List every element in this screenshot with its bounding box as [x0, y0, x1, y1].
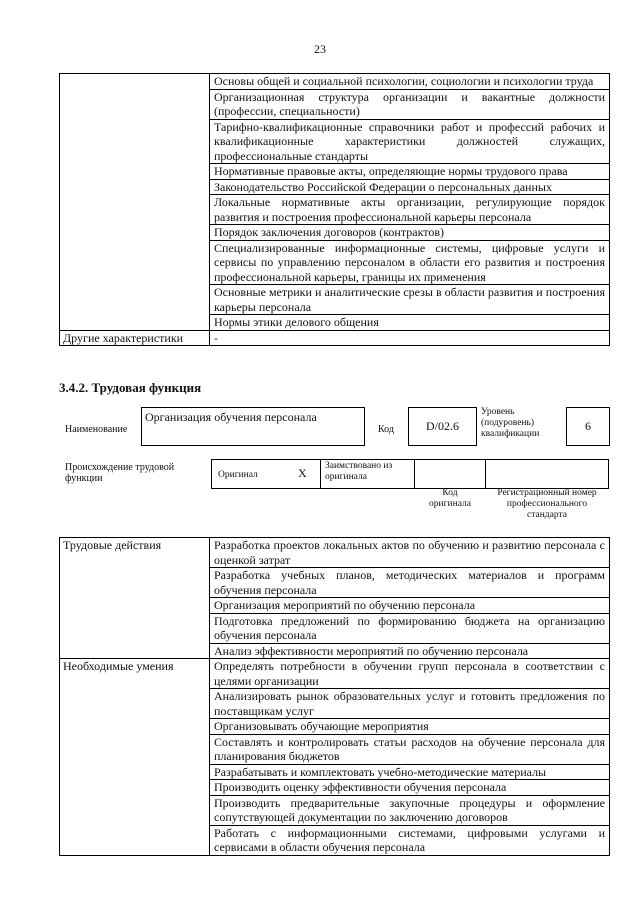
knowledge-table — [59, 73, 610, 346]
row-item: Нормативные правовые акты, определяющие нормы трудового права — [210, 164, 610, 180]
origin-label — [65, 462, 174, 484]
original-mark: X — [298, 466, 307, 480]
function-name: Организация обучения персонала — [145, 410, 317, 424]
code-original-cell — [414, 459, 486, 489]
row-item: Разрабатывать и комплектовать учебно-методические материалы — [210, 764, 610, 780]
row-item: Разработка проектов локальных актов по обучению и развитию персонала с оценкой затрат — [210, 538, 610, 568]
row-item: - — [210, 330, 610, 346]
code-label: Код — [378, 424, 394, 435]
row-label — [60, 74, 210, 331]
function-details-table — [59, 537, 610, 856]
borrowed-label-line: оригинала — [325, 472, 367, 482]
borrowed-cell — [320, 459, 415, 489]
level-label-line: квалификации — [481, 429, 540, 439]
table-row — [60, 538, 610, 568]
row-item: Специализированные информационные системы, цифровые услуги и сервисы по управлению персоналом в области его развития и построения профессиональной карьеры, границы их применения — [210, 240, 610, 285]
function-name-box — [141, 407, 365, 446]
row-item: Нормы этики делового общения — [210, 315, 610, 331]
borrowed-label — [325, 461, 392, 483]
reg-number-caption — [485, 488, 609, 521]
level-value: 6 — [585, 419, 591, 433]
page-number: 23 — [314, 42, 326, 56]
row-item: Подготовка предложений по формированию бюджета на организацию обучения персонала — [210, 613, 610, 643]
row-item: Определять потребности в обучении групп персонала в соответствии с целями организации — [210, 659, 610, 689]
table-row — [60, 330, 610, 346]
borrowed-label-line: Заимствовано из — [325, 461, 393, 471]
row-item: Порядок заключения договоров (контрактов) — [210, 225, 610, 241]
caption-line: стандарта — [527, 510, 567, 520]
function-code-box — [408, 407, 477, 446]
level-label-line: (подуровень) — [481, 418, 535, 428]
row-item: Составлять и контролировать статьи расходов на обучение персонала для планирования бюджетов — [210, 734, 610, 764]
row-item: Производить оценку эффективности обучения персонала — [210, 780, 610, 796]
caption-line: профессионального — [506, 499, 588, 509]
row-label: Необходимые умения — [60, 659, 210, 856]
row-label: Другие характеристики — [60, 330, 210, 346]
section-title: 3.4.2. Трудовая функция — [59, 380, 202, 395]
original-label: Оригинал — [218, 470, 258, 480]
name-label: Наименование — [65, 424, 128, 435]
row-item: Производить предварительные закупочные процедуры и оформление сопутствующей документации по заключению договоров — [210, 795, 610, 825]
caption-line: оригинала — [429, 499, 471, 509]
level-label — [481, 407, 539, 440]
code-original-caption — [414, 488, 486, 510]
row-item: Тарифно-квалификационные справочники работ и профессий рабочих и квалификационные характеристики должностей служащих, профессиональные стандарты — [210, 119, 610, 164]
original-cell — [211, 459, 321, 489]
row-label: Трудовые действия — [60, 538, 210, 659]
row-item: Основные метрики и аналитические срезы в области развития и построения карьеры персонала — [210, 285, 610, 315]
origin-label-line: функции — [65, 473, 103, 484]
row-item: Основы общей и социальной психологии, социологии и психологии труда — [210, 74, 610, 90]
row-item: Законодательство Российской Федерации о персональных данных — [210, 179, 610, 195]
caption-line: Регистрационный номер — [497, 488, 597, 498]
level-label-line: Уровень — [481, 407, 515, 417]
origin-label-line: Происхождение трудовой — [65, 462, 175, 473]
row-item: Локальные нормативные акты организации, регулирующие порядок развития и построения профессиональной карьеры персонала — [210, 195, 610, 225]
row-item: Работать с информационными системами, цифровыми услугами и сервисами в области обучения персонала — [210, 825, 610, 855]
table-row — [60, 659, 610, 689]
row-item: Организационная структура организации и вакантные должности (профессии, специальности) — [210, 89, 610, 119]
row-item: Разработка учебных планов, методических материалов и программ обучения персонала — [210, 568, 610, 598]
row-item: Анализировать рынок образовательных услуг и готовить предложения по поставщикам услуг — [210, 689, 610, 719]
reg-number-cell — [485, 459, 609, 489]
caption-line: Код — [442, 488, 458, 498]
table-row — [60, 74, 610, 90]
row-item: Организация мероприятий по обучению персонала — [210, 598, 610, 614]
row-item: Организовывать обучающие мероприятия — [210, 719, 610, 735]
function-code: D/02.6 — [426, 419, 459, 433]
row-item: Анализ эффективности мероприятий по обучению персонала — [210, 643, 610, 659]
level-box — [566, 407, 610, 446]
